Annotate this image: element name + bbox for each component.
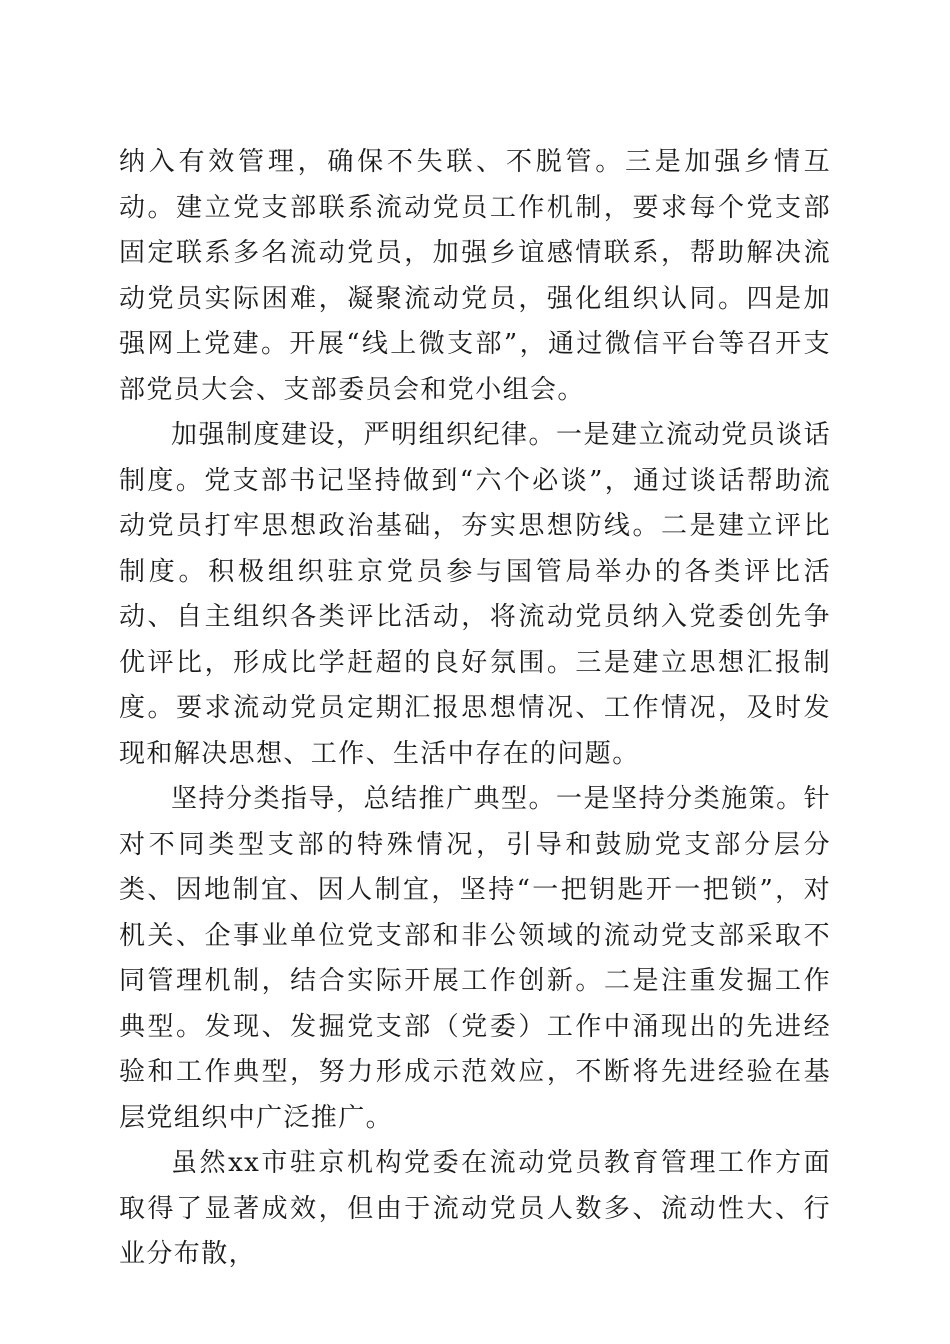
document-body <box>119 140 831 1278</box>
paragraph-2: 加强制度建设，严明组织纪律。一是建立流动党员谈话制度。党支部书记坚持做到“六个必谈”，通过谈话帮助流动党员打牢思想政治基础，夯实思想防线。二是建立评比制度。积极组织驻京党员参与国管局举办的各类评比活动、自主组织各类评比活动，将流动党员纳入党委创先争优评比，形成比学赶超的良好氛围。三是建立思想汇报制度。要求流动党员定期汇报思想情况、工作情况，及时发现和解决思想、工作、生活中存在的问题。 <box>119 420 831 769</box>
paragraph-3: 坚持分类指导，总结推广典型。一是坚持分类施策。针对不同类型支部的特殊情况，引导和鼓励党支部分层分类、因地制宜、因人制宜，坚持“一把钥匙开一把锁”，对机关、企事业单位党支部和非公领域的流动党支部采取不同管理机制，结合实际开展工作创新。二是注重发掘工作典型。发现、发掘党支部（党委）工作中涌现出的先进经验和工作典型，努力形成示范效应，不断将先进经验在基层党组织中广泛推广。 <box>119 784 831 1133</box>
paragraph-4: 虽然xx市驻京机构党委在流动党员教育管理工作方面取得了显著成效，但由于流动党员人数多、流动性大、行业分布散， <box>119 1148 831 1269</box>
paragraph-1: 纳入有效管理，确保不失联、不脱管。三是加强乡情互动。建立党支部联系流动党员工作机制，要求每个党支部固定联系多名流动党员，加强乡谊感情联系，帮助解决流动党员实际困难，凝聚流动党员，强化组织认同。四是加强网上党建。开展“线上微支部”，通过微信平台等召开支部党员大会、支部委员会和党小组会。 <box>119 147 831 405</box>
